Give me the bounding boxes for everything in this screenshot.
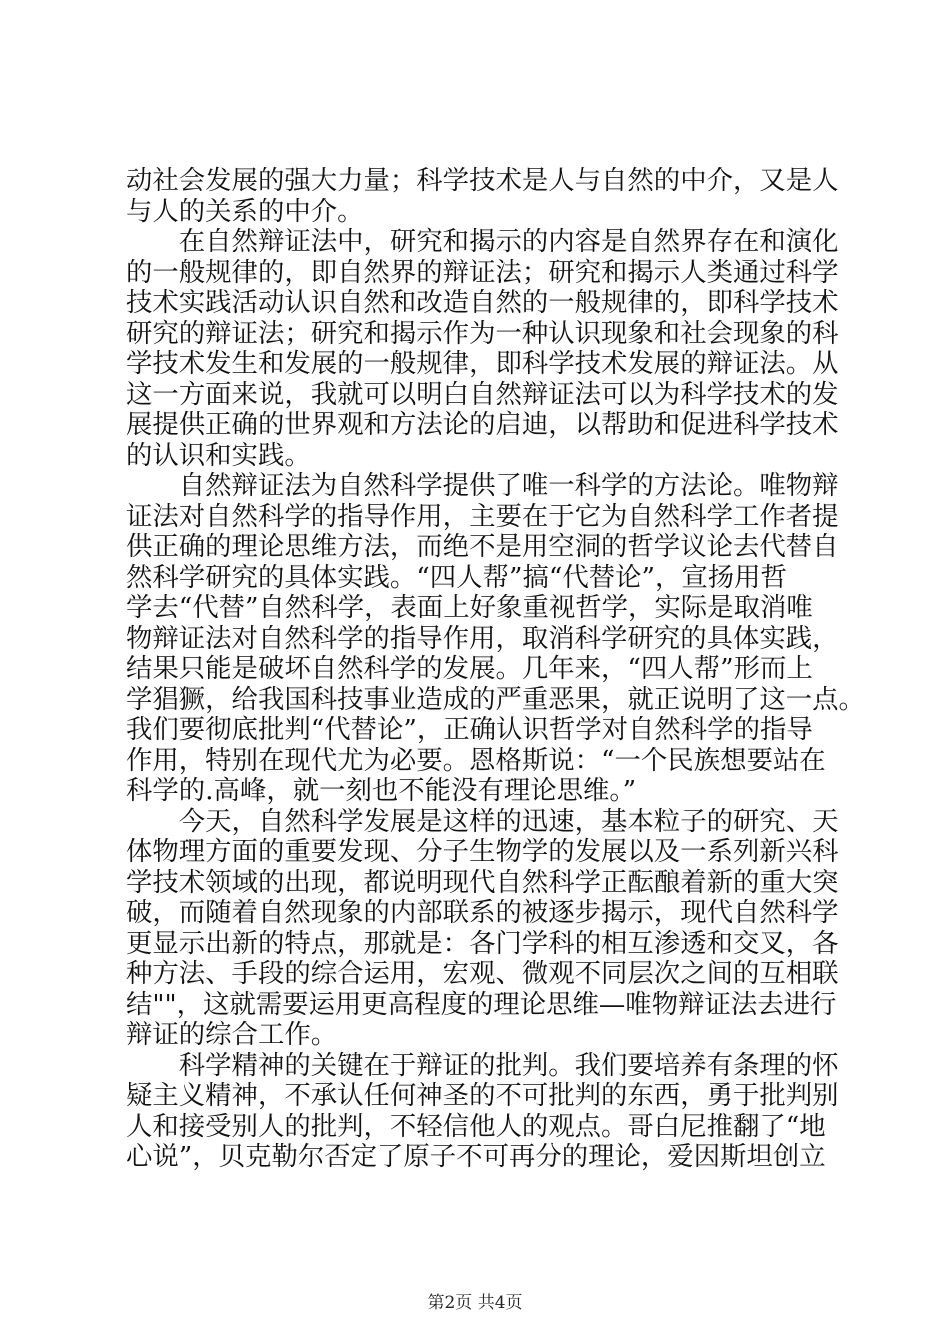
text-line: 的认识和实践。 bbox=[126, 439, 311, 471]
text-line: 种方法、手段的综合运用，宏观、微观不同层次之间的互相联 bbox=[126, 958, 839, 989]
text-line: 人和接受别人的批判，不轻信他人的观点。哥白尼推翻了“地 bbox=[126, 1110, 826, 1142]
text-line: 的一般规律的，即自然界的辩证法；研究和揭示人类通过科学 bbox=[126, 256, 839, 288]
text-line: 学技术领域的出现，都说明现代自然科学正酝酿着新的重大突 bbox=[126, 866, 839, 898]
text-line: 与人的关系的中介。 bbox=[126, 195, 364, 227]
text-line: 心说”，贝克勒尔否定了原子不可再分的理论，爱因斯坦创立 bbox=[126, 1141, 826, 1172]
document-body bbox=[126, 165, 865, 1173]
text-line: 展提供正确的世界观和方法论的启迪，以帮助和促进科学技术 bbox=[126, 409, 839, 440]
text-line: 结果只能是破坏自然科学的发展。几年来，“四人帮”形而上 bbox=[126, 653, 813, 684]
text-line: 供正确的理论思维方法，而绝不是用空洞的哲学议论去代替自 bbox=[126, 531, 839, 562]
text-line: 学猖獗，给我国科技事业造成的严重恶果，就正说明了这一点。 bbox=[126, 683, 865, 715]
text-line: 辩证的综合工作。 bbox=[126, 1019, 338, 1050]
text-line: 技术实践活动认识自然和改造自然的一般规律的，即科学技术 bbox=[126, 287, 839, 318]
text-line: 疑主义精神，不承认任何神圣的不可批判的东西，勇于批判别 bbox=[126, 1080, 839, 1111]
text-line: 结""，这就需要运用更高程度的理论思维—唯物辩证法去进行 bbox=[126, 988, 837, 1020]
text-line: 体物理方面的重要发现、分子生物学的发展以及一系列新兴科 bbox=[126, 836, 839, 867]
text-line: 科学精神的关键在于辩证的批判。我们要培养有条理的怀 bbox=[126, 1049, 839, 1081]
text-line: 动社会发展的强大力量；科学技术是人与自然的中介，又是人 bbox=[126, 165, 839, 196]
text-line: 学技术发生和发展的一般规律，即科学技术发展的辩证法。从 bbox=[126, 348, 839, 379]
text-line: 学去“代替”自然科学，表面上好象重视哲学，实际是取消唯 bbox=[126, 592, 813, 623]
text-line: 科学的.高峰，就一刻也不能没有理论思维。” bbox=[126, 775, 637, 806]
text-line: 这一方面来说，我就可以明白自然辩证法可以为科学技术的发 bbox=[126, 378, 839, 410]
text-line: 在自然辩证法中，研究和揭示的内容是自然界存在和演化 bbox=[126, 226, 839, 257]
text-line: 自然辩证法为自然科学提供了唯一科学的方法论。唯物辩 bbox=[126, 470, 839, 501]
text-line: 然科学研究的具体实践。“四人帮”搞“代替论”，宣扬用哲 bbox=[126, 561, 787, 593]
text-line: 我们要彻底批判“代替论”，正确认识哲学对自然科学的指导 bbox=[126, 714, 813, 745]
text-line: 物辩证法对自然科学的指导作用，取消科学研究的具体实践， bbox=[126, 622, 839, 654]
text-line: 破，而随着自然现象的内部联系的被逐步揭示，现代自然科学 bbox=[126, 897, 839, 928]
text-line: 证法对自然科学的指导作用，主要在于它为自然科学工作者提 bbox=[126, 500, 839, 532]
text-line: 作用，特别在现代尤为必要。恩格斯说：“一个民族想要站在 bbox=[126, 744, 826, 776]
page-number-footer: 第2页 共4页 bbox=[427, 1293, 523, 1313]
text-line: 更显示出新的特点，那就是：各门学科的相互渗透和交叉，各 bbox=[126, 927, 839, 959]
text-line: 研究的辩证法；研究和揭示作为一种认识现象和社会现象的科 bbox=[126, 317, 839, 349]
text-line: 今天，自然科学发展是这样的迅速，基本粒子的研究、天 bbox=[126, 805, 839, 837]
